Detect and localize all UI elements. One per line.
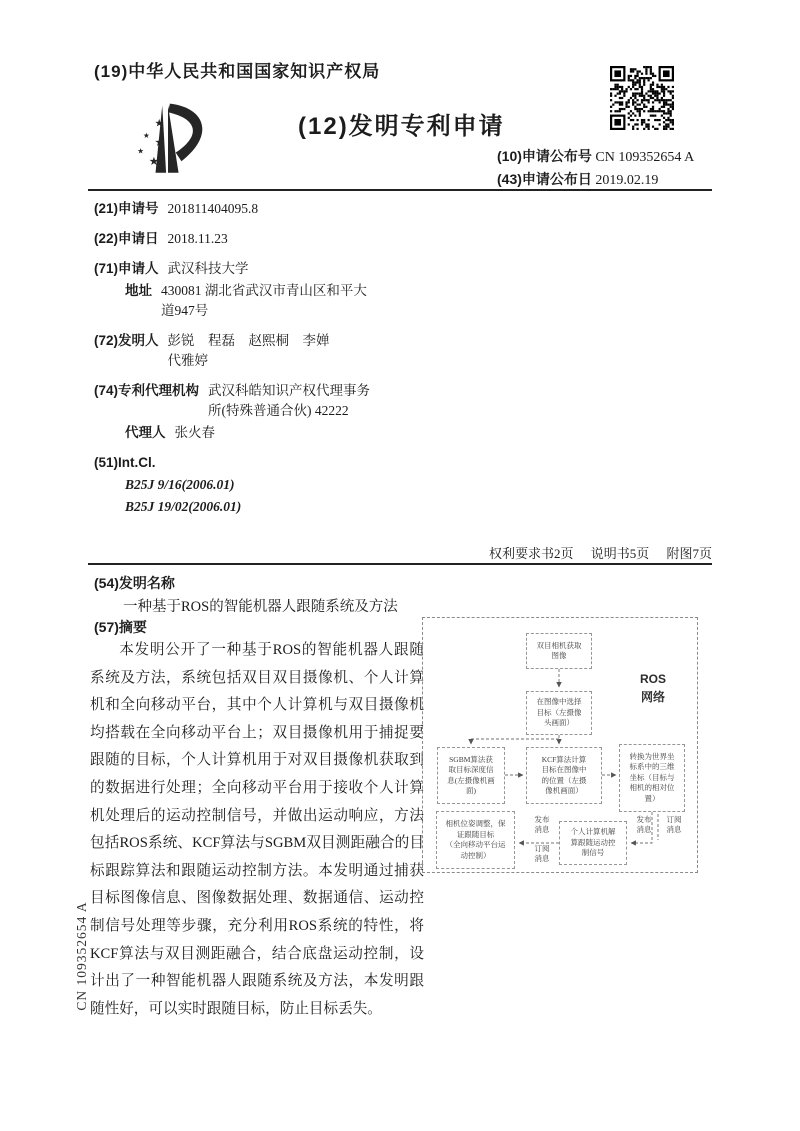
intcl-row	[94, 453, 454, 473]
application-number-value: 201811404095.8	[167, 201, 259, 216]
inventors-label: (72)发明人	[94, 333, 159, 348]
publication-number-label: (10)申请公布号	[497, 148, 592, 164]
applicant-row	[94, 259, 454, 279]
diagram-box-sgbm-depth: SGBM算法获 取目标深度信 息(左摄像机画 面)	[437, 747, 505, 804]
publish-message-label-right: 发布 消息	[636, 815, 652, 835]
application-number-label: (21)申请号	[94, 201, 159, 216]
invention-title: 一种基于ROS的智能机器人跟随系统及方法	[123, 599, 398, 615]
pages-info	[420, 543, 712, 562]
diagram-box-capture-image: 双目相机获取 图像	[526, 633, 592, 669]
cnipa-logo	[120, 94, 216, 190]
agency-line2: 所(特殊普通合伙) 42222	[208, 403, 349, 418]
side-publication-code: CN 109352654 A	[74, 901, 89, 1011]
intcl-label: (51)Int.Cl.	[94, 455, 156, 470]
agency-label: (74)专利代理机构	[94, 383, 200, 398]
publication-date	[497, 169, 658, 189]
svg-text:★: ★	[143, 131, 150, 141]
diagram-box-pose-adjustment: 相机位姿调整，保 证跟随目标 （全向移动平台运 动控制）	[436, 811, 515, 869]
patent-office-title: (19)中华人民共和国国家知识产权局	[94, 62, 381, 81]
abstract-text: 本发明公开了一种基于ROS的智能机器人跟随系统及方法，系统包括双目双目摄像机、个人计算机和全向移动平台，其中个人计算机与双目摄像机均搭载在全向移动平台上；双目摄像机用于捕捉要跟随的目标，个人计算机用于对双目摄像机获取到的数据进行处理；全向移动平台用于接收个人计算机处理后的运动控制信号，并做出运动响应，方法包括ROS系统、KCF算法与SGBM双目测距融合的目标跟踪算法和跟随运动控制方法。本发明通过捕获目标图像信息、图像数据处理、数据通信、运动控制信号处理等步骤，充分利用ROS系统的特性，将KCF算法与双目测距融合，结合底盘运动控制，设计出了一种智能机器人跟随系统及方法，本发明跟随性好，可以实时跟随目标，防止目标丢失。	[90, 642, 424, 1017]
publish-message-label-left: 发布 消息	[534, 815, 550, 835]
address-line2: 道947号	[161, 303, 209, 318]
publication-number-value: CN 109352654 A	[595, 150, 695, 165]
header-divider	[88, 189, 712, 191]
publication-date-label: (43)申请公布日	[497, 171, 592, 187]
intcl-entry-row	[94, 497, 454, 517]
applicant-value: 武汉科技大学	[167, 261, 249, 276]
address-value	[161, 281, 367, 321]
bibliographic-data	[94, 199, 454, 517]
inventors-row	[94, 331, 454, 371]
diagram-box-kcf-position: KCF算法计算 目标在图像中 的位置（左摄 像机画面）	[526, 747, 602, 804]
agency-value	[208, 381, 370, 421]
address-label: 地址	[125, 283, 152, 298]
agency-row	[94, 381, 454, 421]
agent-value: 张火春	[174, 425, 215, 440]
agency-line1: 武汉科皓知识产权代理事务	[208, 383, 371, 398]
abstract-label: (57)摘要	[94, 619, 147, 635]
qr-code	[610, 66, 674, 130]
application-number-row	[94, 199, 454, 219]
subscribe-message-label-right: 订阅 消息	[666, 815, 682, 835]
agent-row	[94, 423, 454, 443]
diagram-box-select-target: 在图像中选择 目标（左摄像 头画面）	[526, 691, 592, 735]
claims-pages: 权利要求书2页	[488, 546, 574, 561]
publication-date-value: 2019.02.19	[595, 173, 659, 188]
svg-text:★: ★	[154, 136, 165, 149]
inventors-line1: 彭锐 程磊 赵熙桐 李婵	[167, 333, 330, 348]
address-row	[94, 281, 454, 321]
agent-label: 代理人	[125, 425, 166, 440]
drawings-pages: 附图7页	[666, 546, 712, 561]
publication-number	[497, 146, 694, 166]
intcl-entry-row	[94, 475, 454, 495]
application-date-value: 2018.11.23	[167, 231, 228, 246]
ros-flow-diagram	[422, 617, 698, 873]
intcl-entry-1: B25J 9/16(2006.01)	[125, 477, 235, 492]
svg-text:★: ★	[137, 146, 145, 156]
application-date-label: (22)申请日	[94, 231, 159, 246]
description-pages: 说明书5页	[590, 546, 650, 561]
diagram-box-world-coordinates: 转换为世界坐 标系中的三维 坐标（目标与 相机的相对位 置）	[619, 744, 685, 812]
application-date-row	[94, 229, 454, 249]
invention-title-label: (54)发明名称	[94, 575, 175, 591]
address-line1: 430081 湖北省武汉市青山区和平大	[161, 283, 367, 298]
applicant-label: (71)申请人	[94, 261, 159, 276]
document-type-title: (12)发明专利申请	[298, 113, 505, 140]
inventors-line2: 代雅婷	[167, 353, 209, 368]
svg-text:★: ★	[154, 118, 165, 130]
intcl-entry-2: B25J 19/02(2006.01)	[125, 499, 242, 514]
diagram-box-pc-control-signal: 个人计算机解 算跟随运动控 制信号	[559, 821, 627, 865]
ros-network-label: ROS 网络	[639, 672, 666, 704]
inventors-value	[168, 331, 330, 371]
subscribe-message-label-left: 订阅 消息	[534, 844, 550, 864]
svg-text:★: ★	[148, 156, 160, 169]
section-divider	[88, 563, 712, 565]
